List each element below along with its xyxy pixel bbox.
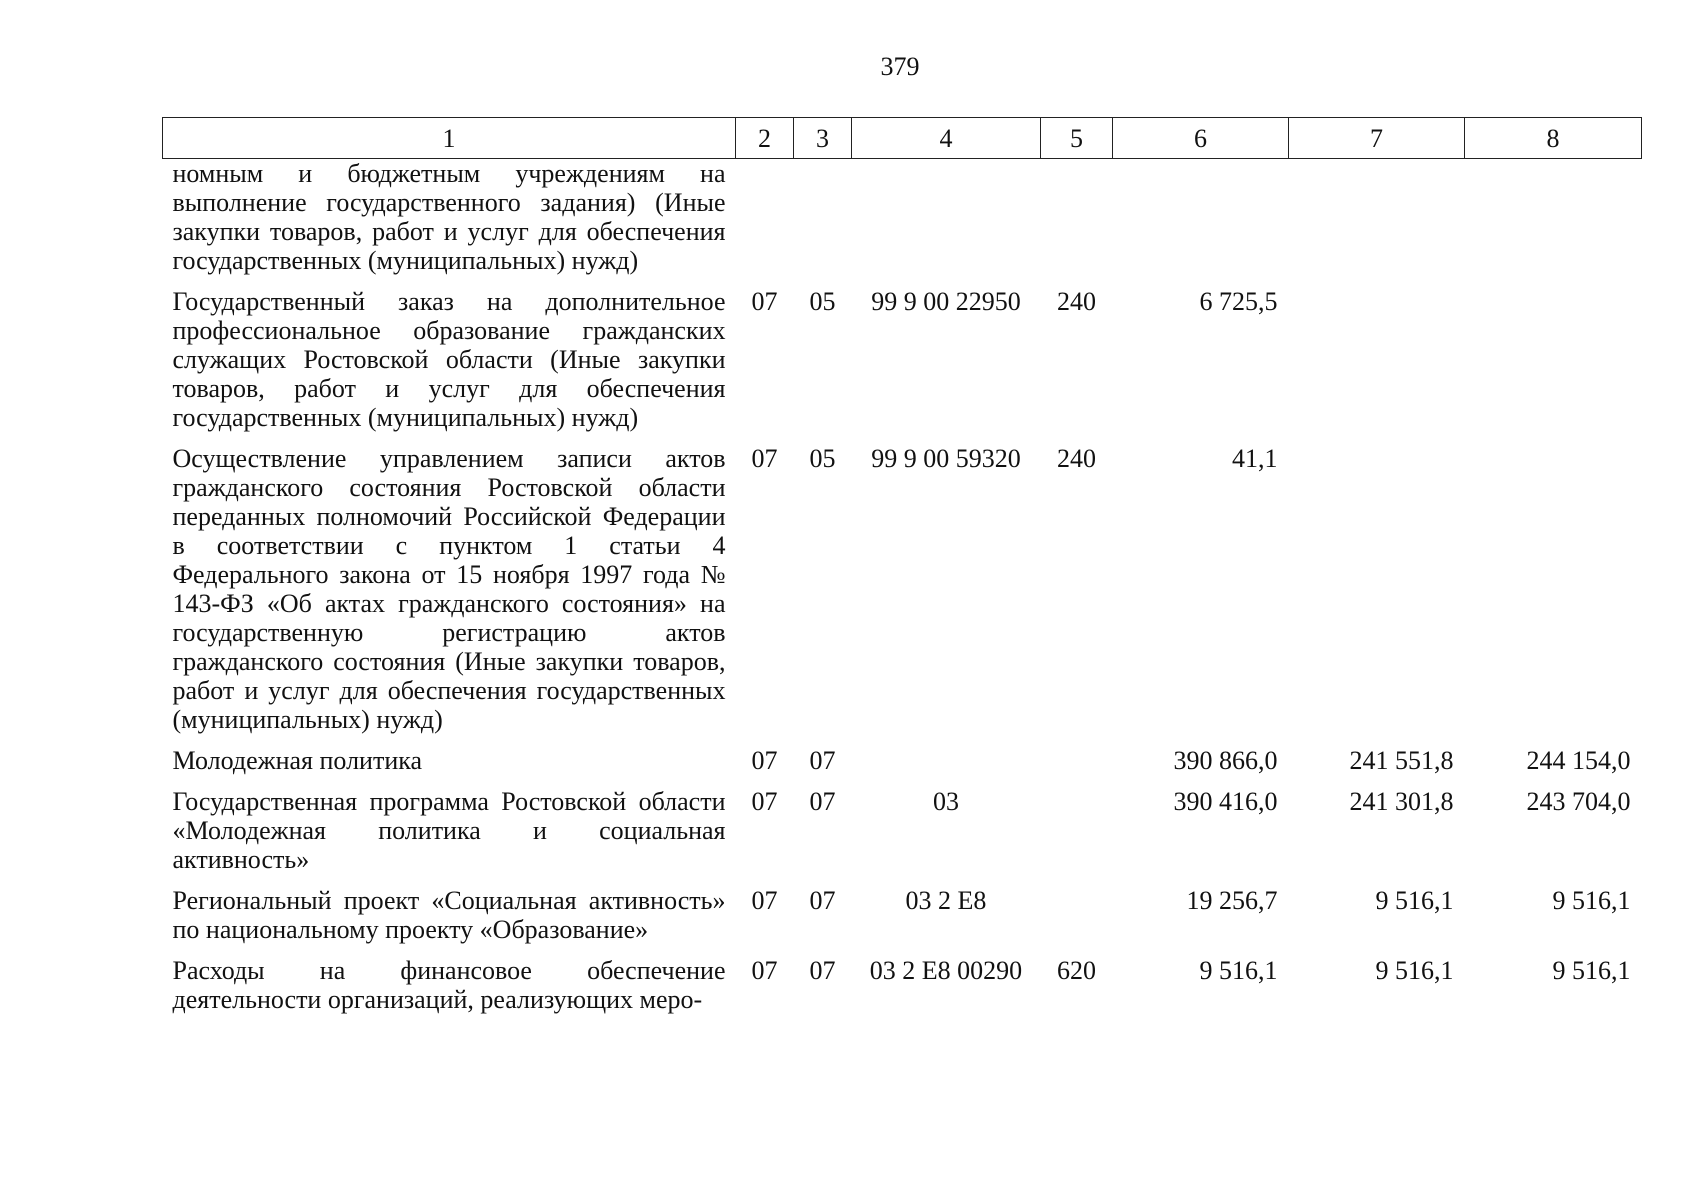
column-header-6: 6 (1113, 118, 1289, 159)
page-number: 379 (880, 52, 920, 81)
cell-subsection: 07 (809, 956, 836, 985)
cell-subsection (794, 159, 852, 288)
table-row (163, 787, 1642, 886)
cell-amount-6: 9 516,1 (1199, 956, 1278, 985)
cell-section (736, 159, 794, 288)
cell-amount-7 (1289, 287, 1465, 444)
cell-amount-6: 41,1 (1232, 444, 1278, 473)
cell-amount-8 (1465, 159, 1642, 288)
row-description: Молодежная политика (172, 746, 423, 775)
cell-subsection: 07 (809, 746, 836, 775)
cell-target-article (852, 746, 1041, 787)
table-row (163, 159, 1642, 288)
cell-expense-type (1041, 787, 1113, 886)
cell-amount-7: 9 516,1 (1375, 886, 1454, 915)
cell-expense-type: 240 (1057, 444, 1096, 473)
cell-expense-type: 240 (1057, 287, 1096, 316)
row-description: Государственная программа Ростовской области «Молодежная политика и социальная активность» (172, 787, 726, 874)
column-header-4: 4 (852, 118, 1041, 159)
cell-amount-8 (1465, 444, 1642, 746)
row-description: Расходы на финансовое обеспечение деятельности организаций, реализующих меро- (172, 956, 726, 1014)
cell-subsection: 07 (809, 787, 836, 816)
cell-amount-6: 390 866,0 (1173, 746, 1278, 775)
cell-section: 07 (751, 746, 778, 775)
row-description: Осуществление управлением записи актов гражданского состояния Ростовской области переданных полномочий Российской Федерации в соответствии с пунктом 1 статьи 4 Федерального закона от 15 ноября 1997 года № 143-ФЗ «Об актах гражданского состояния» на государственную регистрацию актов гражданского состояния (Иные закупки товаров, работ и услуг для обеспечения государственных (муниципальных) нужд) (172, 444, 726, 734)
cell-expense-type (1041, 159, 1113, 288)
budget-table (162, 117, 1642, 1026)
cell-subsection: 05 (809, 287, 836, 316)
cell-section: 07 (751, 956, 778, 985)
cell-target-article: 03 2 E8 00290 (869, 956, 1023, 985)
cell-section: 07 (751, 886, 778, 915)
table-row (163, 444, 1642, 746)
column-header-5: 5 (1041, 118, 1113, 159)
cell-target-article: 03 (933, 787, 959, 816)
cell-subsection: 05 (809, 444, 836, 473)
table-row (163, 956, 1642, 1026)
table-row (163, 746, 1642, 787)
row-description: номным и бюджетным учреждениям на выполнение государственного задания) (Иные закупки товаров, работ и услуг для обеспечения государственных (муниципальных) нужд) (172, 159, 726, 275)
table-header-row (163, 118, 1642, 159)
column-header-2: 2 (736, 118, 794, 159)
cell-amount-7: 9 516,1 (1375, 956, 1454, 985)
column-header-1: 1 (163, 118, 736, 159)
cell-amount-6: 6 725,5 (1199, 287, 1278, 316)
column-header-7: 7 (1289, 118, 1465, 159)
cell-subsection: 07 (809, 886, 836, 915)
cell-section: 07 (751, 787, 778, 816)
cell-amount-8: 243 704,0 (1526, 787, 1631, 816)
cell-amount-8: 244 154,0 (1526, 746, 1631, 775)
row-description: Государственный заказ на дополнительное профессиональное образование гражданских служащих Ростовской области (Иные закупки товаров, работ и услуг для обеспечения государственных (муниципальных) нужд) (172, 287, 726, 432)
cell-expense-type (1041, 746, 1113, 787)
cell-amount-6: 19 256,7 (1186, 886, 1278, 915)
cell-amount-8: 9 516,1 (1552, 886, 1631, 915)
cell-target-article: 99 9 00 22950 (871, 287, 1021, 316)
row-description: Региональный проект «Социальная активность» по национальному проекту «Образование» (172, 886, 726, 944)
cell-target-article: 99 9 00 59320 (871, 444, 1021, 473)
cell-amount-7 (1289, 444, 1465, 746)
column-header-8: 8 (1465, 118, 1642, 159)
cell-amount-7: 241 301,8 (1349, 787, 1454, 816)
cell-amount-7 (1289, 159, 1465, 288)
cell-expense-type: 620 (1057, 956, 1096, 985)
cell-amount-8: 9 516,1 (1552, 956, 1631, 985)
table-row (163, 287, 1642, 444)
cell-target-article (852, 159, 1041, 288)
table-row (163, 886, 1642, 956)
cell-amount-7: 241 551,8 (1349, 746, 1454, 775)
cell-amount-6: 390 416,0 (1173, 787, 1278, 816)
cell-section: 07 (751, 287, 778, 316)
cell-amount-8 (1465, 287, 1642, 444)
cell-target-article: 03 2 E8 (905, 886, 987, 915)
cell-amount-6 (1113, 159, 1289, 288)
cell-section: 07 (751, 444, 778, 473)
cell-expense-type (1041, 886, 1113, 956)
column-header-3: 3 (794, 118, 852, 159)
